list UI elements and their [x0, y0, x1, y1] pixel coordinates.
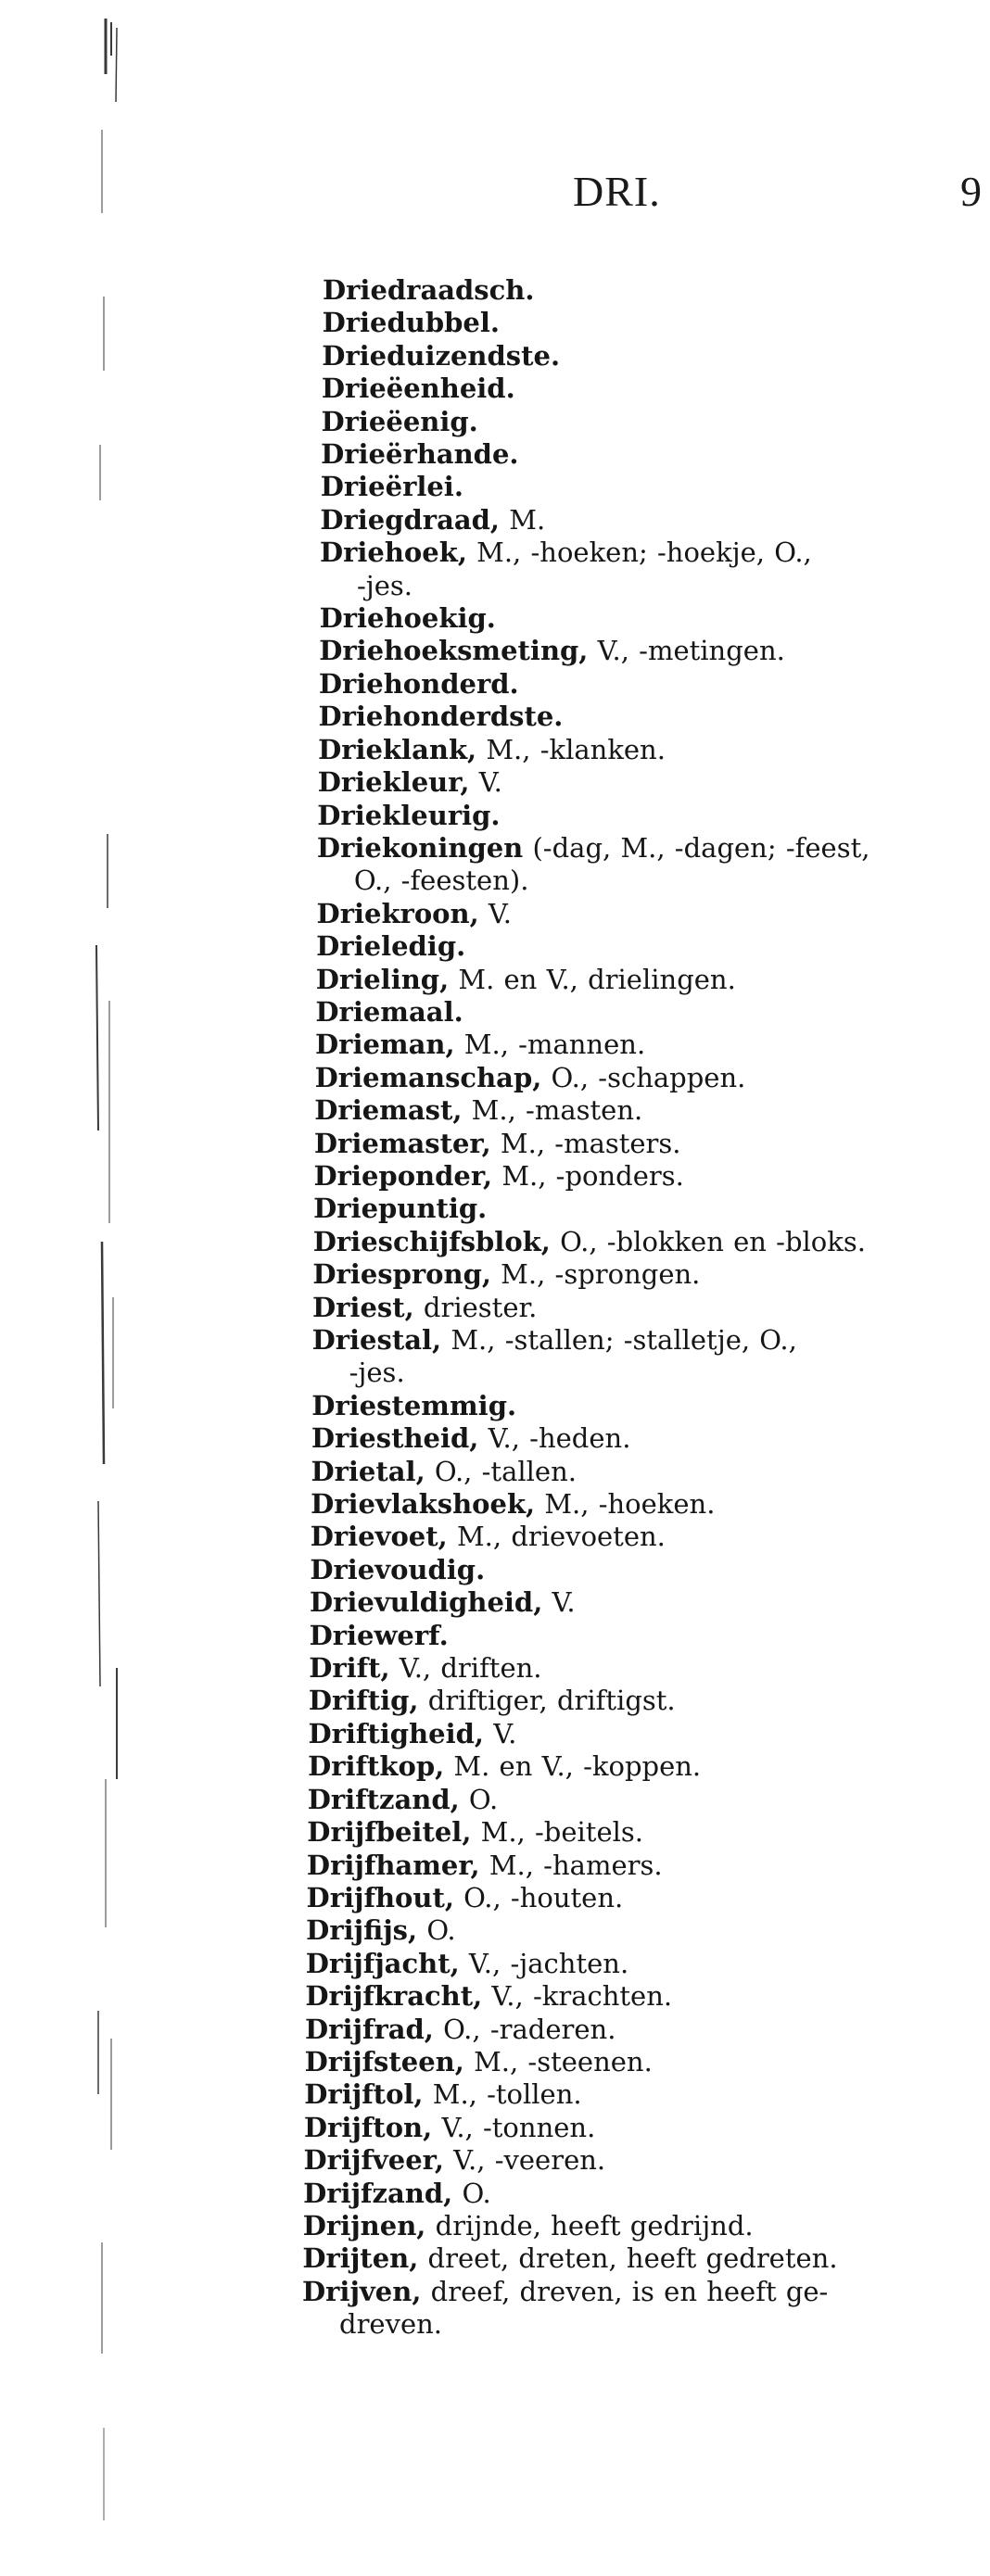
dictionary-entry	[314, 1128, 990, 1160]
dictionary-entry	[309, 1685, 990, 1717]
entry-definition: V.	[542, 1586, 576, 1619]
dictionary-entry	[305, 2046, 990, 2078]
entry-headword: Drieledig.	[316, 930, 466, 963]
dictionary-entry	[314, 1094, 990, 1127]
entry-headword: Driekoningen	[316, 831, 524, 864]
entry-headword: Driekleur,	[317, 766, 470, 799]
entry-headword: Drijfveer,	[303, 2144, 444, 2177]
dictionary-entry	[304, 2112, 990, 2144]
entry-definition: M., -ponders.	[492, 1159, 684, 1192]
entry-definition: V.	[469, 766, 502, 799]
entry-headword: Driekleurig.	[317, 799, 501, 831]
entry-headword: Drijnen,	[302, 2209, 426, 2241]
entry-headword: Drievlakshoek,	[311, 1488, 536, 1521]
entry-definition: V., -jachten.	[459, 1947, 629, 1979]
dictionary-entry	[312, 1324, 990, 1390]
entry-headword: Drieëenheid.	[321, 373, 515, 405]
entry-definition: V., -veeren.	[443, 2144, 606, 2177]
dictionary-entry	[310, 1620, 990, 1652]
entry-definition: V., -metingen.	[588, 635, 785, 667]
entry-headword: Drieling,	[315, 963, 450, 995]
entry-definition: M. en V., drielingen.	[449, 963, 736, 995]
entry-headword: Driemaal.	[315, 995, 463, 1028]
entry-definition: O., -raderen.	[433, 2013, 616, 2045]
entry-definition: M., -tollen.	[423, 2078, 582, 2111]
entry-headword: Driekroon,	[316, 897, 479, 929]
entry-headword: Driehonderdste.	[318, 701, 564, 733]
dictionary-entry	[312, 1258, 990, 1291]
dictionary-entry	[320, 602, 990, 635]
entry-definition: dreet, dreten, heeft gedreten.	[418, 2242, 838, 2275]
entry-headword: Drijfbeitel,	[307, 1816, 472, 1849]
dictionary-entry	[307, 1816, 990, 1849]
entry-headword: Driewerf.	[309, 1619, 449, 1651]
entry-headword: Driehoekig.	[319, 602, 496, 635]
dictionary-entry	[313, 1193, 990, 1225]
dictionary-entry	[308, 1718, 990, 1750]
entry-headword: Drievuldigheid,	[309, 1586, 543, 1619]
entry-definition: M., -steenen.	[463, 2045, 653, 2077]
dictionary-entry	[306, 1948, 990, 1980]
entry-continuation: O., -feesten).	[353, 865, 529, 897]
entry-headword: Driest,	[312, 1291, 414, 1323]
entry-definition: O.	[452, 2177, 491, 2209]
entry-definition: M., -sprongen.	[490, 1258, 701, 1291]
dictionary-entry	[302, 2242, 990, 2275]
entry-definition: M., -masters.	[490, 1127, 681, 1159]
entry-headword: Drijfsteen,	[304, 2045, 464, 2077]
dictionary-entry	[303, 2210, 990, 2242]
entry-headword: Driesprong,	[312, 1258, 491, 1291]
entry-definition: driester.	[413, 1291, 538, 1323]
dictionary-entry	[307, 1850, 990, 1882]
entry-continuation: -jes.	[349, 1357, 405, 1389]
dictionary-entry	[317, 832, 990, 898]
dictionary-entry	[318, 734, 990, 766]
dictionary-entry	[323, 307, 990, 339]
entry-definition: V.	[478, 897, 512, 929]
entry-headword: Drijfhamer,	[306, 1849, 480, 1881]
entry-definition: O., -houten.	[453, 1881, 624, 1913]
entry-definition: M., -hoeken.	[535, 1488, 716, 1521]
dictionary-entry	[323, 274, 990, 307]
entry-headword: Drijfkracht,	[305, 1980, 483, 2013]
entry-headword: Driftkop,	[308, 1750, 445, 1783]
entry-headword: Drijven,	[302, 2275, 422, 2307]
entry-headword: Driemanschap,	[314, 1061, 542, 1093]
dictionary-entry	[321, 406, 990, 438]
entry-headword: Drieërhande.	[321, 438, 519, 471]
entry-definition: M., drievoeten.	[447, 1521, 666, 1553]
entry-headword: Drijfjacht,	[305, 1947, 460, 1979]
dictionary-entry	[319, 635, 990, 667]
dictionary-entry	[319, 668, 990, 701]
dictionary-entry	[318, 701, 990, 733]
page-number: 9	[960, 168, 982, 215]
dictionary-entry	[303, 2178, 990, 2210]
entry-headword: Drieschijfsblok,	[312, 1225, 551, 1257]
entry-headword: Drijfton,	[303, 2111, 433, 2143]
entry-definition: M., -beitels.	[471, 1816, 643, 1849]
dictionary-entry	[311, 1521, 990, 1553]
dictionary-entry	[310, 1586, 990, 1619]
entry-headword: Driehonderd.	[318, 667, 519, 700]
running-head: DRI.	[573, 168, 661, 215]
dictionary-entry	[302, 2276, 990, 2342]
dictionary-entry	[312, 1292, 990, 1324]
entry-headword: Drift,	[309, 1652, 390, 1685]
dictionary-entry	[321, 438, 990, 471]
entry-headword: Drijten,	[302, 2242, 419, 2275]
dictionary-entry	[320, 504, 990, 537]
dictionary-entry	[321, 471, 990, 503]
entry-headword: Driftigheid,	[308, 1717, 484, 1749]
entry-definition: drijnde, heeft gedrijnd.	[425, 2209, 754, 2241]
entry-definition: V., -tonnen.	[432, 2111, 596, 2143]
entry-definition: M., -klanken.	[476, 733, 666, 765]
entry-definition: O.	[417, 1914, 456, 1947]
entry-headword: Driedraadsch.	[323, 274, 535, 306]
entry-definition: O., -blokken en -bloks.	[550, 1225, 866, 1257]
entry-definition: M., -hoeken; -hoekje, O.,	[466, 537, 812, 569]
dictionary-entry	[304, 2078, 990, 2111]
dictionary-entry	[320, 537, 990, 602]
entry-headword: Drieponder,	[313, 1159, 493, 1192]
dictionary-entry	[308, 1784, 990, 1816]
entry-continuation: -jes.	[356, 569, 413, 601]
entry-definition: O., -tallen.	[425, 1455, 577, 1487]
entry-definition: V., -krachten.	[482, 1980, 673, 2013]
dictionary-entry	[315, 1062, 990, 1094]
entry-headword: Driestemmig.	[311, 1389, 517, 1421]
entry-definition: V.	[483, 1717, 517, 1749]
entry-definition: M., -mannen.	[454, 1029, 646, 1061]
entry-headword: Driestal,	[311, 1324, 442, 1356]
entry-headword: Driedubbel.	[322, 307, 500, 339]
entry-definition: driftiger, driftigst.	[418, 1685, 676, 1717]
entry-definition: O., -schappen.	[541, 1061, 746, 1093]
dictionary-entry	[305, 1980, 990, 2013]
entry-headword: Drieëenig.	[321, 405, 478, 437]
entry-headword: Driestheid,	[311, 1422, 479, 1455]
entry-definition: O.	[459, 1783, 499, 1815]
dictionary-entry	[314, 1160, 990, 1193]
dictionary-entry	[318, 766, 990, 799]
dictionary-entry	[306, 1914, 990, 1947]
dictionary-entries	[0, 274, 990, 2342]
entry-headword: Driemast,	[314, 1094, 463, 1127]
entry-headword: Driftzand,	[307, 1783, 460, 1815]
entry-headword: Drijfhout,	[306, 1881, 454, 1913]
dictionary-entry	[315, 996, 990, 1029]
entry-headword: Drietal,	[311, 1455, 425, 1487]
dictionary-entry	[307, 1882, 990, 1914]
dictionary-entry	[311, 1422, 990, 1455]
dictionary-entry	[322, 373, 990, 405]
entry-headword: Drijfrad,	[305, 2013, 434, 2045]
entry-headword: Drijfzand,	[303, 2177, 453, 2209]
entry-definition: V., driften.	[389, 1652, 542, 1685]
entry-headword: Driepuntig.	[313, 1193, 488, 1225]
entry-definition: M. en V., -koppen.	[444, 1750, 702, 1783]
entry-definition: M., -masten.	[462, 1094, 643, 1127]
entry-headword: Driemaster,	[313, 1127, 491, 1159]
dictionary-entry	[317, 800, 990, 832]
entry-headword: Drievoudig.	[310, 1553, 486, 1585]
dictionary-entry	[311, 1488, 990, 1521]
dictionary-entry	[308, 1750, 990, 1783]
entry-definition: M., -stallen; -stalletje, O.,	[441, 1324, 797, 1356]
dictionary-entry	[316, 964, 990, 996]
dictionary-entry	[322, 340, 990, 373]
entry-definition: V., -heden.	[478, 1422, 631, 1455]
entry-definition: dreef, dreven, is en heeft ge-	[421, 2275, 829, 2307]
dictionary-entry	[311, 1456, 990, 1488]
dictionary-entry	[309, 1652, 990, 1685]
entry-headword: Driegdraad,	[320, 503, 501, 536]
entry-headword: Driehoek,	[319, 537, 467, 569]
page-header	[0, 167, 990, 232]
entry-continuation: dreven.	[339, 2308, 443, 2341]
dictionary-entry	[313, 1226, 990, 1258]
dictionary-entry	[311, 1390, 990, 1422]
entry-definition: M., -hamers.	[479, 1849, 663, 1881]
entry-headword: Drieman,	[315, 1029, 455, 1061]
entry-definition: (-dag, M., -dagen; -feest,	[523, 831, 870, 864]
entry-headword: Drieduizendste.	[322, 339, 561, 372]
entry-headword: Drijfijs,	[306, 1914, 418, 1947]
dictionary-entry	[310, 1554, 990, 1586]
dictionary-entry	[315, 1029, 990, 1061]
dictionary-entry	[305, 2014, 990, 2046]
entry-headword: Drieërlei.	[320, 471, 463, 503]
dictionary-entry	[317, 898, 990, 930]
entry-definition: M.	[500, 503, 546, 536]
entry-headword: Drievoet,	[310, 1521, 448, 1553]
dictionary-entry	[304, 2144, 990, 2177]
entry-headword: Drijftol,	[304, 2078, 424, 2111]
entry-headword: Driehoeksmeting,	[319, 635, 589, 667]
entry-headword: Driftig,	[308, 1685, 419, 1717]
dictionary-entry	[316, 930, 990, 963]
entry-headword: Drieklank,	[318, 733, 477, 765]
